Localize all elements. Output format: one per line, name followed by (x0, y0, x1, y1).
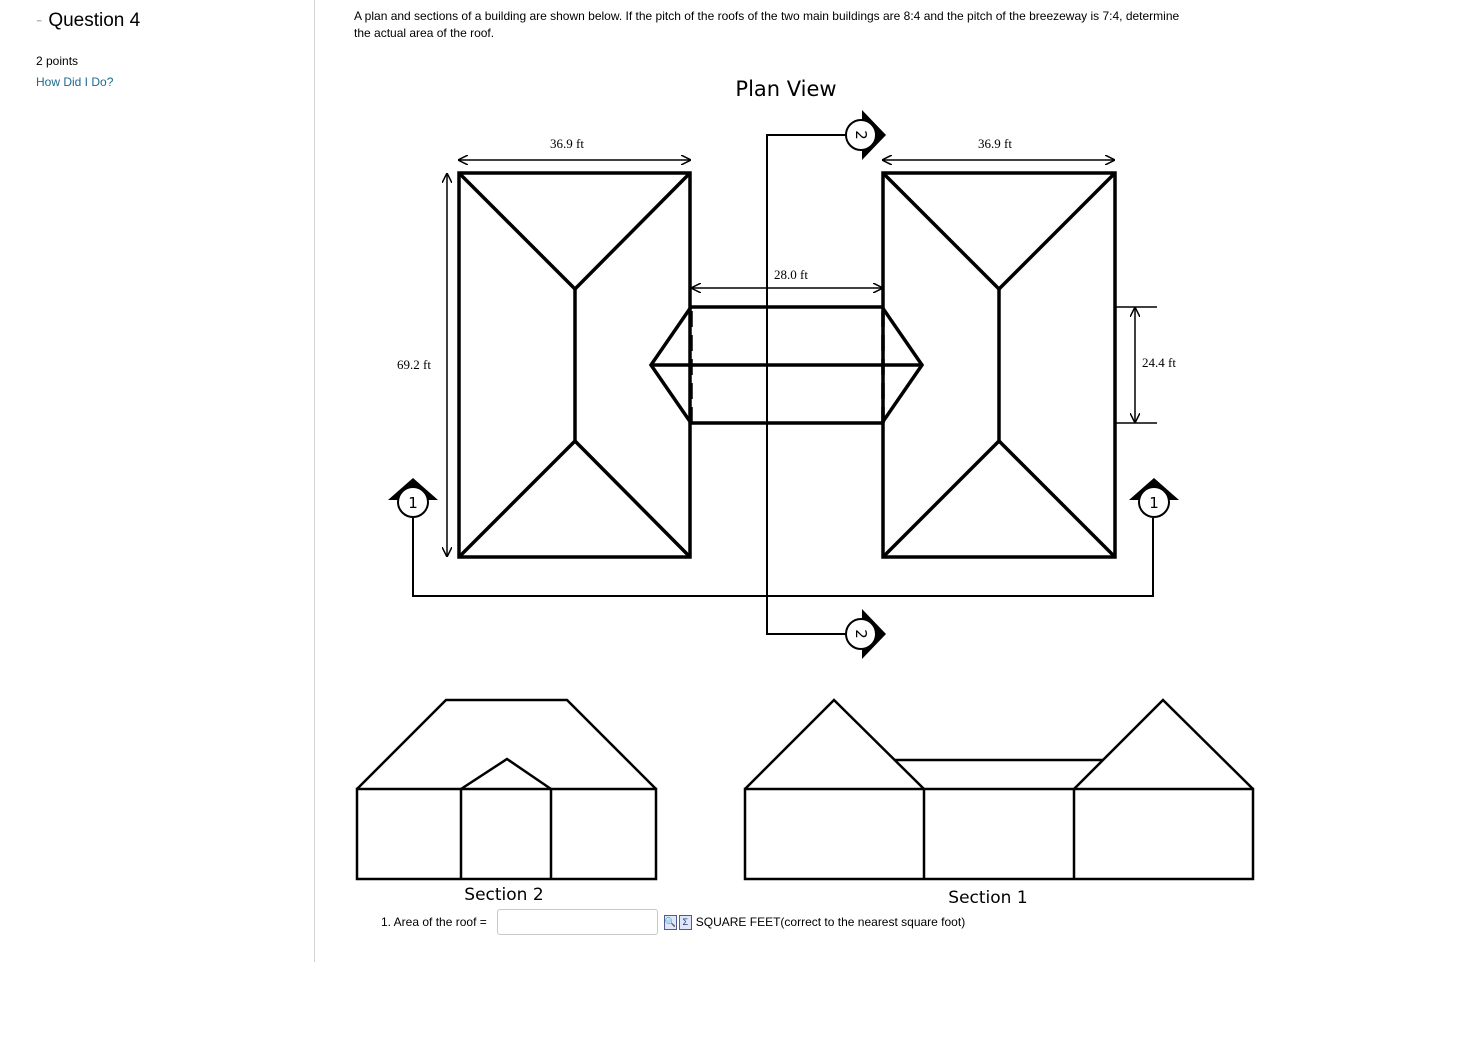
svg-text:2: 2 (852, 130, 870, 140)
answer-label: 1. Area of the roof = (381, 915, 487, 929)
sigma-icon[interactable]: Σ (679, 915, 692, 930)
section-marker-2-top (846, 110, 886, 160)
svg-text:1: 1 (1149, 494, 1159, 512)
dim-breezeway-width: 24.4 ft (1142, 355, 1176, 370)
section-marker-1-left (388, 478, 438, 517)
plan-view-title: Plan View (735, 77, 837, 101)
section-2-label: Section 2 (464, 885, 544, 905)
breezeway-dashed-walls (691, 311, 883, 423)
answer-row (381, 907, 965, 937)
collapse-toggle[interactable]: - (36, 10, 43, 31)
answer-units: SQUARE FEET(correct to the nearest square foot) (695, 915, 966, 929)
section-1-drawing (745, 700, 1253, 879)
svg-text:1: 1 (408, 494, 418, 512)
section-2-drawing (357, 700, 656, 879)
dim-breezeway-length: 28.0 ft (774, 267, 808, 282)
section-marker-2-bottom (846, 609, 886, 659)
section-1-label: Section 1 (948, 888, 1028, 908)
dim-building-length: 69.2 ft (397, 357, 431, 372)
roof-area-input[interactable] (497, 909, 658, 935)
preview-icon[interactable]: 🔍 (664, 915, 677, 930)
dim-right-width: 36.9 ft (978, 136, 1012, 151)
question-points: 2 points (36, 54, 79, 68)
how-did-i-do-link[interactable]: How Did I Do? (36, 75, 114, 89)
section-marker-1-right (1129, 478, 1179, 517)
svg-text:2: 2 (852, 629, 870, 639)
question-title: Question 4 (48, 10, 141, 31)
dim-left-width: 36.9 ft (550, 136, 584, 151)
question-prompt: A plan and sections of a building are shown below. If the pitch of the roofs of the two main buildings are 8:4 and the pitch of the breezeway is 7:4, determine the actual area of the roof. (354, 9, 1180, 40)
